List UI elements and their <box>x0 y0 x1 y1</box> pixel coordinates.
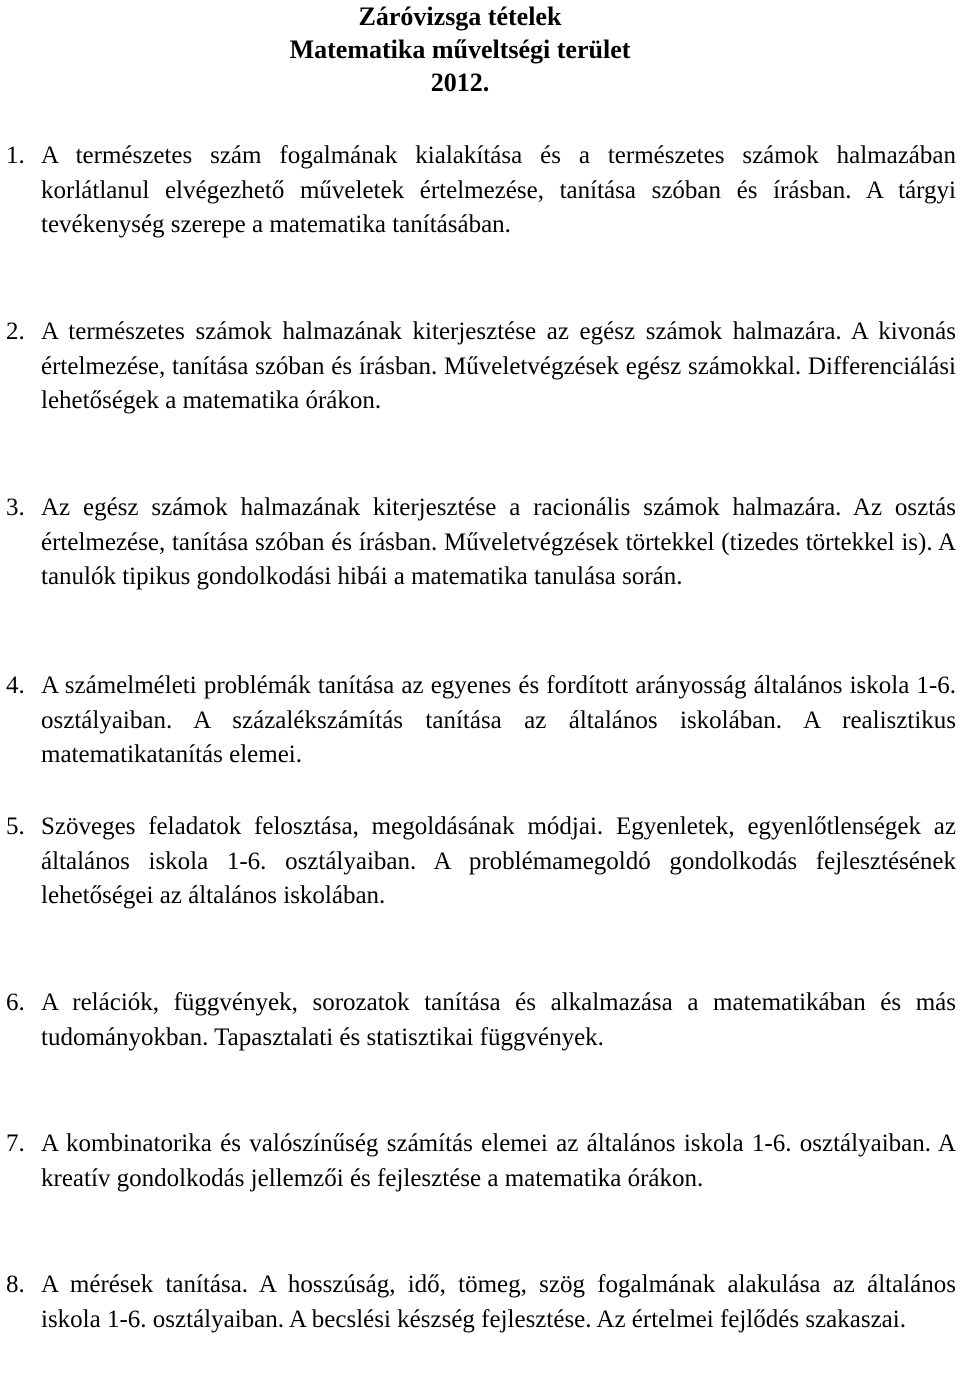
topic-number: 2. <box>6 318 25 345</box>
title-line-1: Záróvizsga tételek <box>358 2 562 31</box>
topic-text: Szöveges feladatok felosztása, megoldásának módjai. Egyenletek, egyenlőtlenségek az általános iskola 1-6. osztályaiban. A problémamegoldó gondolkodás fejlesztésének lehetőségei az általános iskolában. <box>41 813 956 910</box>
topic-text: Az egész számok halmazának kiterjesztése a racionális számok halmazára. Az osztás értelmezése, tanítása szóban és írásban. Műveletvégzések törtekkel (tizedes törtekkel is). A tanulók tipikus gondolkodási hibái a matematika tanulása során. <box>41 494 956 591</box>
topic-number: 8. <box>6 1271 25 1298</box>
title-line-3: 2012. <box>430 68 490 97</box>
topic-text: A kombinatorika és valószínűség számítás elemei az általános iskola 1-6. osztályaiban. A kreatív gondolkodás jellemzői és fejlesztése a matematika órákon. <box>41 1130 956 1192</box>
title-line-2: Matematika műveltségi terület <box>289 35 631 64</box>
topic-number: 6. <box>6 989 25 1016</box>
topic-text: A mérések tanítása. A hosszúság, idő, tömeg, szög fogalmának alakulása az általános iskola 1-6. osztályaiban. A becslési készség fejlesztése. Az értelmei fejlődés szakaszai. <box>41 1271 956 1333</box>
document-title <box>0 0 920 99</box>
topic-number: 5. <box>6 813 25 840</box>
topic-number: 7. <box>6 1130 25 1157</box>
topic-number: 1. <box>6 142 25 169</box>
topic-text: A természetes számok halmazának kiterjesztése az egész számok halmazára. A kivonás értelmezése, tanítása szóban és írásban. Műveletvégzések egész számokkal. Differenciálási lehetőségek a matematika órákon. <box>41 318 956 415</box>
topic-number: 3. <box>6 494 25 521</box>
topic-text: A számelméleti problémák tanítása az egyenes és fordított arányosság általános iskola 1-6. osztályaiban. A százalékszámítás tanítása az általános iskolában. A realisztikus matematikatanítás elemei. <box>41 672 956 769</box>
topic-text: A relációk, függvények, sorozatok tanítása és alkalmazása a matematikában és más tudományokban. Tapasztalati és statisztikai függvények. <box>41 989 956 1051</box>
topic-text: A természetes szám fogalmának kialakítása és a természetes számok halmazában korlátlanul elvégezhető műveletek értelmezése, tanítása szóban és írásban. A tárgyi tevékenység szerepe a matematika tanításában. <box>41 142 956 239</box>
topic-number: 4. <box>6 672 25 699</box>
